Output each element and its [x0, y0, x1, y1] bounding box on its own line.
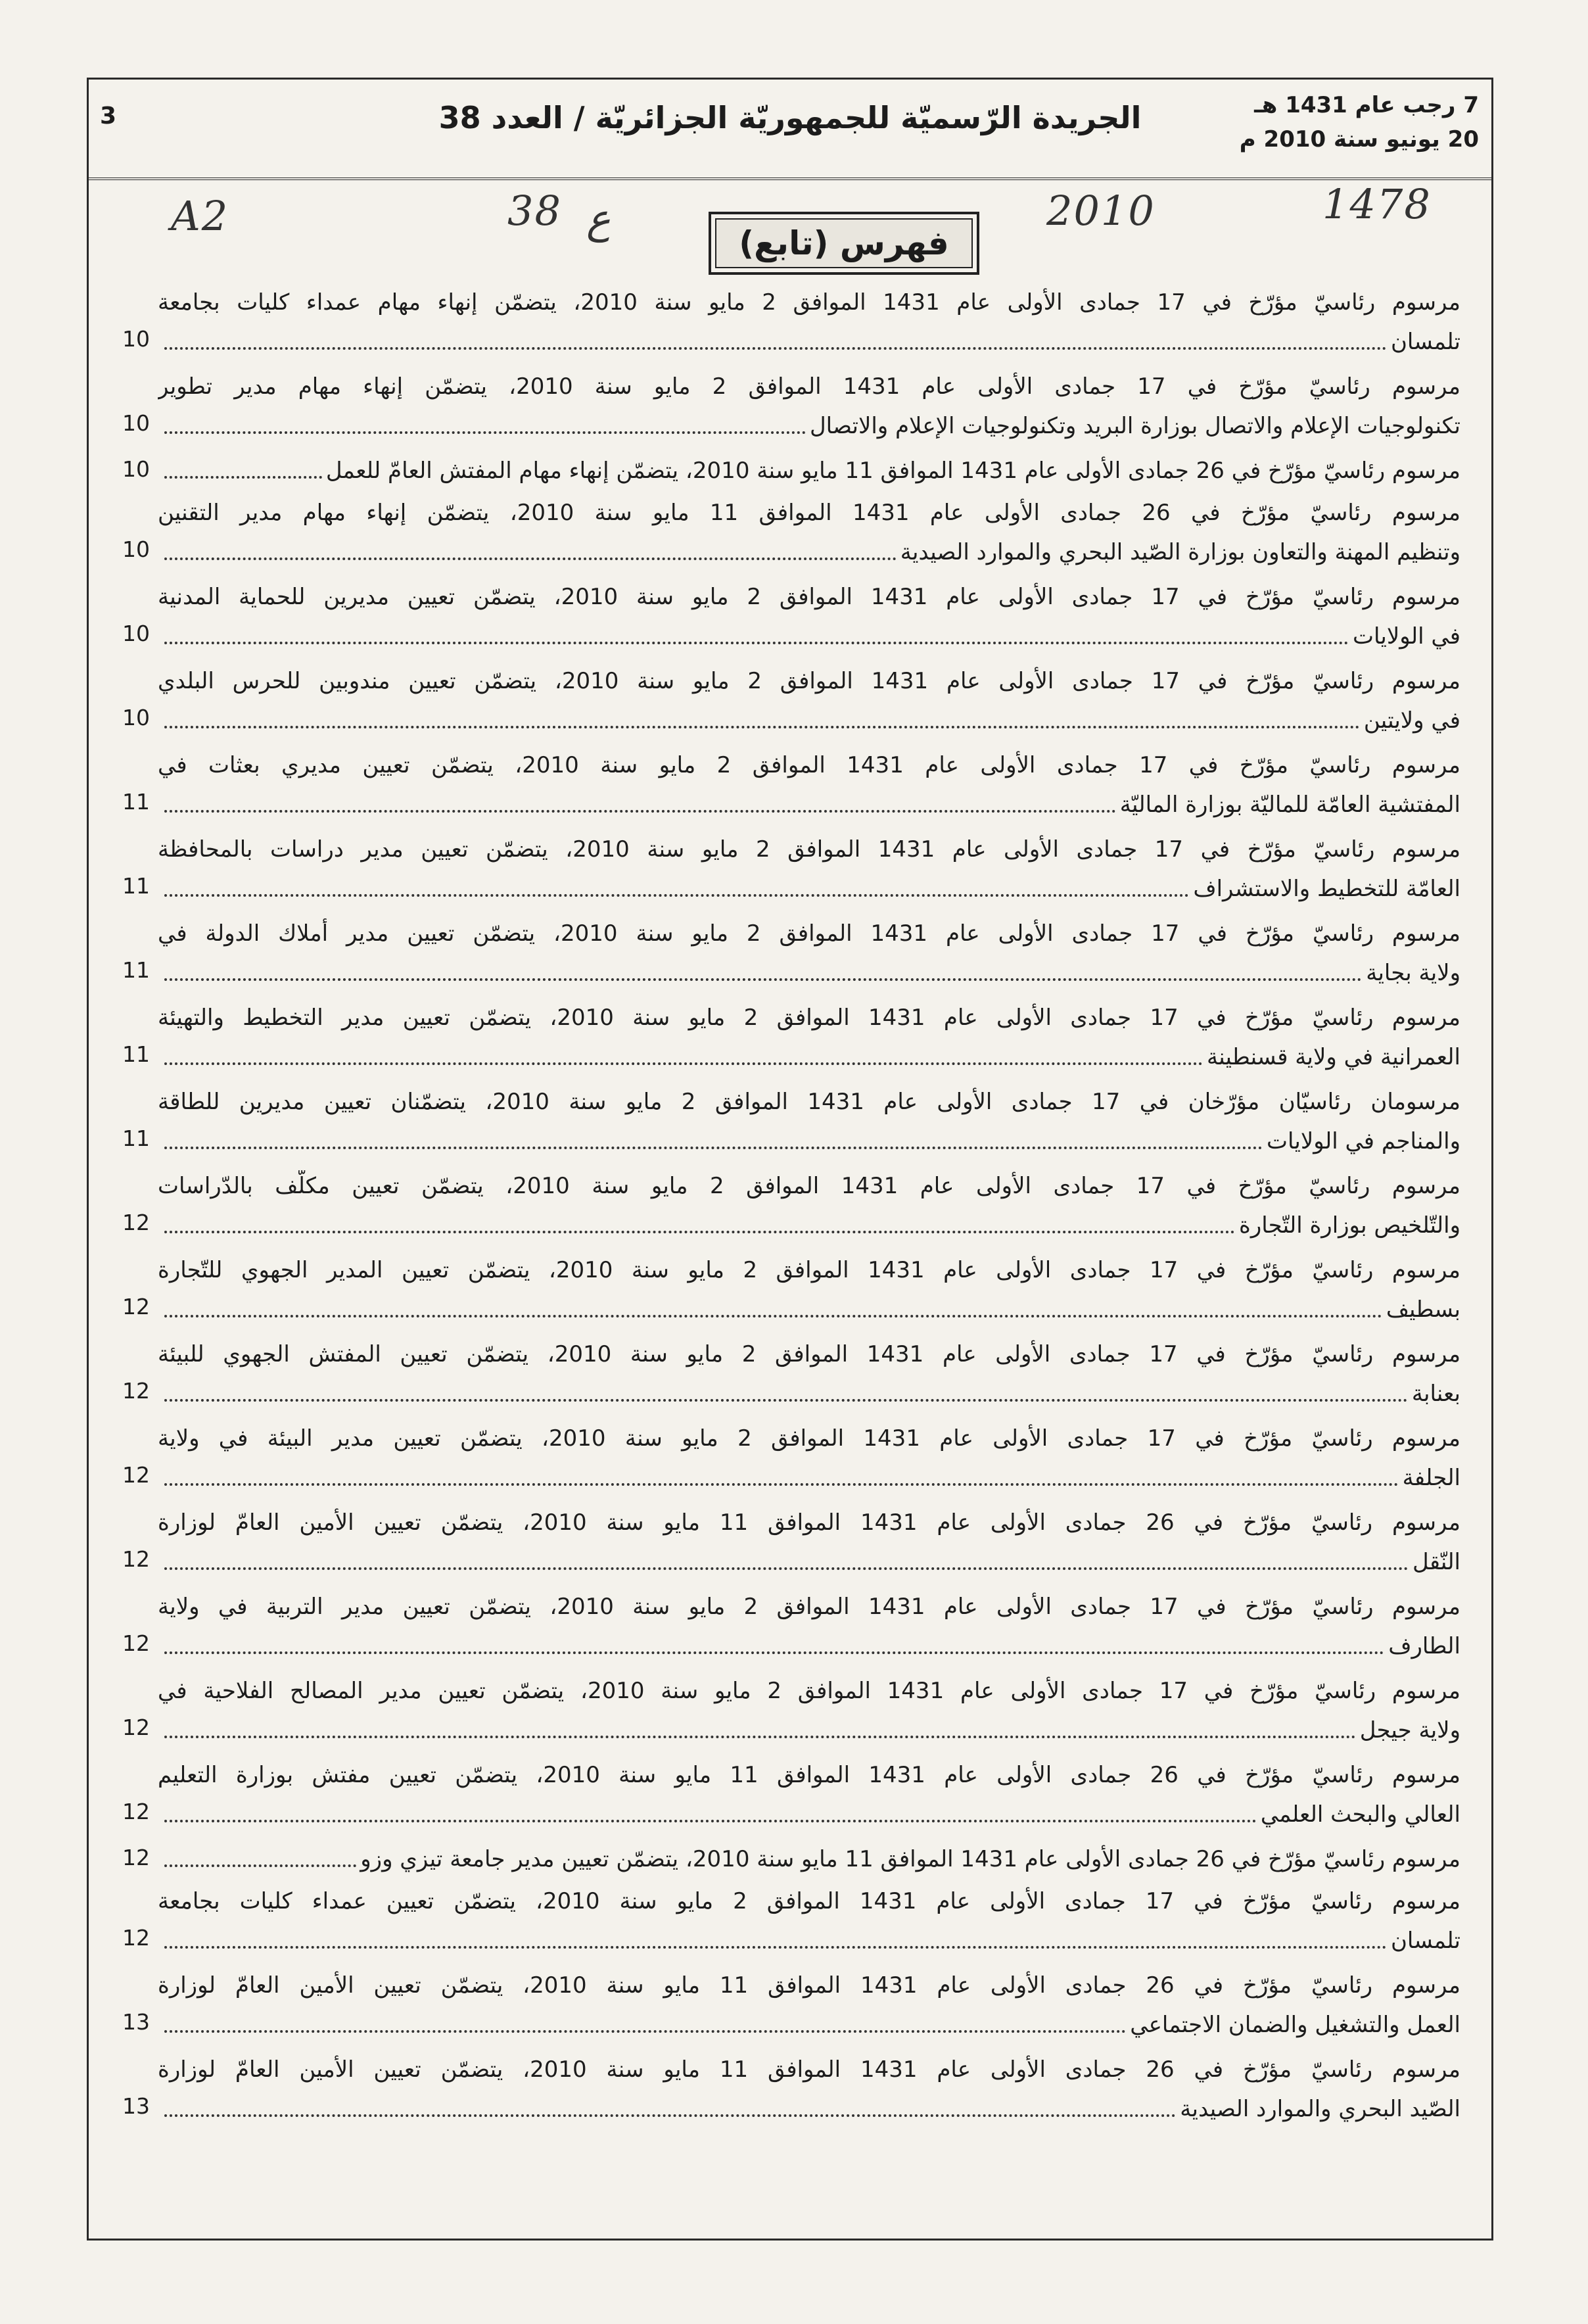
dot-leader	[164, 1229, 1235, 1233]
dot-leader	[164, 1398, 1408, 1402]
toc-entry-text: ولاية جيجل	[1359, 1717, 1460, 1743]
toc-entry-page: 12	[122, 1715, 150, 1740]
toc-entry-line1: مرسوم رئاسيّ مؤرّخ في 26 جمادى الأولى عام 1431 الموافق 11 مايو سنة 2010، يتضمّن تعيين مفتش بوزارة التعليم	[158, 1762, 1460, 1788]
toc-entry	[122, 1967, 1460, 2046]
toc-entry-text: تكنولوجيات الإعلام والاتصال بوزارة البريد وتكنولوجيات الإعلام والاتصال	[809, 413, 1460, 439]
toc-entry-line2	[158, 702, 1460, 736]
toc-entry	[122, 663, 1460, 742]
toc-entry-text: النّقل	[1412, 1549, 1460, 1575]
toc-entry-line2	[158, 1291, 1460, 1325]
toc-entry	[122, 284, 1460, 363]
toc-entries	[122, 284, 1460, 2145]
toc-entry-text: تلمسان	[1390, 1928, 1460, 1954]
toc-entry-text: العالي والبحث العلمي	[1260, 1801, 1460, 1828]
toc-entry-text: العمل والتشغيل والضمان الاجتماعي	[1130, 2012, 1460, 2038]
dot-leader	[164, 2029, 1126, 2033]
date-gregorian: 20 يونيو سنة 2010 م	[1239, 126, 1479, 153]
date-hijri: 7 رجب عام 1431 هـ	[1254, 92, 1479, 118]
dot-leader	[164, 475, 322, 479]
toc-entry-line1: مرسوم رئاسيّ مؤرّخ في 17 جمادى الأولى عام 1431 الموافق 2 مايو سنة 2010، يتضمّن إنهاء مهام عمداء كليات بجامعة	[158, 289, 1460, 316]
toc-entry	[122, 1883, 1460, 1962]
toc-entry	[122, 494, 1460, 573]
toc-entry-page: 12	[122, 1546, 150, 1572]
toc-entry-text: بعنابة	[1411, 1381, 1460, 1407]
page-number: 3	[100, 103, 117, 130]
dot-leader	[164, 2113, 1176, 2117]
toc-entry-line1: مرسوم رئاسيّ مؤرّخ في 17 جمادى الأولى عام 1431 الموافق 2 مايو سنة 2010، يتضمّن تعيين مندوبين للحرس البلدي	[158, 668, 1460, 694]
toc-entry-line2	[158, 1796, 1460, 1830]
toc-entry-page: 11	[122, 1126, 150, 1151]
toc-entry	[122, 1588, 1460, 1667]
page-header	[87, 78, 1493, 180]
toc-entry-page: 11	[122, 957, 150, 983]
toc-entry-page: 12	[122, 1462, 150, 1488]
toc-entry-line1: مرسومان رئاسيّان مؤرّخان في 17 جمادى الأولى عام 1431 الموافق 2 مايو سنة 2010، يتضمّنان تعيين مديرين للطاقة	[158, 1089, 1460, 1115]
toc-entry-line1: مرسوم رئاسيّ مؤرّخ في 17 جمادى الأولى عام 1431 الموافق 2 مايو سنة 2010، يتضمّن تعيين المدير الجهوي للتّجارة	[158, 1257, 1460, 1283]
toc-entry	[122, 1504, 1460, 1583]
toc-entry-text: مرسوم رئاسيّ مؤرّخ في 26 جمادى الأولى عام 1431 الموافق 11 مايو سنة 2010، يتضمّن تعيين مدير جامعة تيزي وزو	[360, 1846, 1460, 1872]
toc-entry-line2	[158, 1123, 1460, 1157]
toc-entry-line2	[158, 1712, 1460, 1746]
toc-entry-line2	[158, 2006, 1460, 2041]
toc-entry-text: الجلفة	[1402, 1465, 1460, 1491]
toc-entry-text: والمناجم في الولايات	[1267, 1128, 1460, 1154]
toc-heading: فهرس (تابع)	[715, 218, 973, 268]
dot-leader	[164, 724, 1360, 728]
toc-entry-line2	[158, 955, 1460, 989]
issue-date	[1240, 88, 1479, 156]
dot-leader	[164, 556, 897, 560]
dot-leader	[164, 346, 1387, 350]
dot-leader	[164, 1482, 1399, 1486]
toc-entry-line1: مرسوم رئاسيّ مؤرّخ في 17 جمادى الأولى عام 1431 الموافق 2 مايو سنة 2010، يتضمّن تعيين مدير المصالح الفلاحية في	[158, 1678, 1460, 1704]
toc-entry-text: العامّة للتخطيط والاستشراف	[1193, 876, 1460, 902]
dot-leader	[164, 1945, 1387, 1949]
toc-entry-line2	[158, 786, 1460, 820]
toc-entry-page: 13	[122, 2009, 150, 2035]
dot-leader	[164, 1566, 1409, 1570]
dot-leader	[164, 640, 1349, 644]
toc-entry-page: 10	[122, 410, 150, 436]
toc-entry-line2	[158, 1628, 1460, 1662]
toc-entry	[122, 579, 1460, 657]
toc-entry-line1: مرسوم رئاسيّ مؤرّخ في 17 جمادى الأولى عام 1431 الموافق 2 مايو سنة 2010، يتضمّن تعيين مدير أملاك الدولة في	[158, 920, 1460, 947]
toc-entry-text: وتنظيم المهنة والتعاون بوزارة الصّيد البحري والموارد الصيدية	[900, 539, 1460, 565]
toc-entry-line1	[158, 1843, 1460, 1875]
dot-leader	[164, 809, 1116, 813]
toc-entry-page: 10	[122, 705, 150, 730]
dot-leader	[164, 977, 1362, 981]
toc-entry-page: 10	[122, 536, 150, 562]
toc-entry-line2	[158, 408, 1460, 442]
toc-entry-line1: مرسوم رئاسيّ مؤرّخ في 17 جمادى الأولى عام 1431 الموافق 2 مايو سنة 2010، يتضمّن تعيين مديرين للحماية المدنية	[158, 584, 1460, 610]
toc-entry-page: 12	[122, 1799, 150, 1824]
toc-entry-line2	[158, 534, 1460, 568]
toc-entry-line1: مرسوم رئاسيّ مؤرّخ في 17 جمادى الأولى عام 1431 الموافق 2 مايو سنة 2010، يتضمّن إنهاء مهام مدير تطوير	[158, 373, 1460, 400]
toc-entry-line1: مرسوم رئاسيّ مؤرّخ في 17 جمادى الأولى عام 1431 الموافق 2 مايو سنة 2010، يتضمّن تعيين مدير التخطيط والتهيئة	[158, 1005, 1460, 1031]
toc-entry	[122, 368, 1460, 447]
toc-entry-page: 12	[122, 1294, 150, 1319]
toc-entry-text: بسطيف	[1386, 1296, 1460, 1323]
toc-entry-page: 11	[122, 873, 150, 899]
toc-entry-line1: مرسوم رئاسيّ مؤرّخ في 26 جمادى الأولى عام 1431 الموافق 11 مايو سنة 2010، يتضمّن تعيين الأمين العامّ لوزارة	[158, 2056, 1460, 2083]
toc-entry-line1: مرسوم رئاسيّ مؤرّخ في 17 جمادى الأولى عام 1431 الموافق 2 مايو سنة 2010، يتضمّن تعيين مدير دراسات بالمحافظة	[158, 836, 1460, 863]
gazette-title: الجريدة الرّسميّة للجمهوريّة الجزائريّة / العدد 38	[438, 100, 1142, 135]
dot-leader	[164, 893, 1189, 897]
toc-entry-page: 12	[122, 1378, 150, 1404]
toc-entry	[122, 831, 1460, 910]
dot-leader	[164, 1650, 1384, 1654]
toc-entry-page: 11	[122, 789, 150, 815]
toc-entry-text: مرسوم رئاسيّ مؤرّخ في 26 جمادى الأولى عام 1431 الموافق 11 مايو سنة 2010، يتضمّن إنهاء مهام المفتش العامّ للعمل	[325, 458, 1460, 484]
dot-leader	[164, 1314, 1382, 1317]
toc-entry-text: الطارف	[1388, 1633, 1460, 1659]
dot-leader	[164, 430, 806, 434]
toc-entry-text: العمرانية في ولاية قسنطينة	[1206, 1044, 1460, 1070]
toc-entry-page: 12	[122, 1845, 150, 1870]
toc-entry-line1: مرسوم رئاسيّ مؤرّخ في 17 جمادى الأولى عام 1431 الموافق 2 مايو سنة 2010، يتضمّن تعيين مدير البيئة في ولاية	[158, 1425, 1460, 1452]
annotation-number: 1478	[1322, 180, 1432, 228]
toc-entry-page: 13	[122, 2093, 150, 2119]
toc-entry-line1: مرسوم رئاسيّ مؤرّخ في 17 جمادى الأولى عام 1431 الموافق 2 مايو سنة 2010، يتضمّن تعيين مدير التربية في ولاية	[158, 1594, 1460, 1620]
toc-entry	[122, 999, 1460, 1078]
toc-entry-page: 12	[122, 1925, 150, 1951]
annotation-year: 2010	[1046, 187, 1156, 235]
toc-entry	[122, 1168, 1460, 1246]
dot-leader	[164, 1863, 356, 1867]
toc-entry-line1: مرسوم رئاسيّ مؤرّخ في 17 جمادى الأولى عام 1431 الموافق 2 مايو سنة 2010، يتضمّن تعيين عمداء كليات بجامعة	[158, 1888, 1460, 1914]
toc-entry-text: في ولايتين	[1363, 707, 1460, 734]
toc-entry-page: 12	[122, 1210, 150, 1235]
toc-entry	[122, 1672, 1460, 1751]
toc-entry	[122, 1336, 1460, 1415]
toc-entry-line1: مرسوم رئاسيّ مؤرّخ في 17 جمادى الأولى عام 1431 الموافق 2 مايو سنة 2010، يتضمّن تعيين المفتش الجهوي للبيئة	[158, 1341, 1460, 1367]
toc-entry-text: في الولايات	[1353, 623, 1460, 650]
toc-entry-text: تلمسان	[1390, 329, 1460, 355]
toc-entry-line2	[158, 1039, 1460, 1073]
toc-entry-line1: مرسوم رئاسيّ مؤرّخ في 26 جمادى الأولى عام 1431 الموافق 11 مايو سنة 2010، يتضمّن تعيين الأمين العامّ لوزارة	[158, 1509, 1460, 1536]
toc-entry-page: 10	[122, 456, 150, 482]
toc-entry	[122, 1252, 1460, 1331]
toc-entry-line1: مرسوم رئاسيّ مؤرّخ في 26 جمادى الأولى عام 1431 الموافق 11 مايو سنة 2010، يتضمّن إنهاء مهام مدير التقنين	[158, 500, 1460, 526]
toc-entry-page: 11	[122, 1041, 150, 1067]
toc-entry	[122, 1083, 1460, 1162]
toc-entry-text: ولاية بجاية	[1366, 960, 1460, 986]
toc-entry-page: 10	[122, 326, 150, 352]
toc-entry-line2	[158, 1207, 1460, 1241]
annotation-a2: A2	[171, 192, 229, 240]
toc-entry-line2	[158, 618, 1460, 652]
toc-entry-line1: مرسوم رئاسيّ مؤرّخ في 17 جمادى الأولى عام 1431 الموافق 2 مايو سنة 2010، يتضمّن تعيين مديري بعثات في	[158, 752, 1460, 778]
toc-heading-box	[709, 212, 979, 275]
toc-entry	[122, 2051, 1460, 2130]
dot-leader	[164, 1734, 1356, 1738]
toc-entry-text: والتّلخيص بوزارة التّجارة	[1239, 1212, 1460, 1239]
toc-entry-line2	[158, 870, 1460, 905]
toc-entry-line2	[158, 323, 1460, 358]
dot-leader	[164, 1145, 1263, 1149]
annotation-issue: 38	[507, 187, 562, 235]
toc-entry-line2	[158, 1375, 1460, 1410]
toc-entry	[122, 1420, 1460, 1499]
toc-entry-text: المفتشية العامّة للماليّة بوزارة الماليّة	[1119, 792, 1460, 818]
toc-entry-line1: مرسوم رئاسيّ مؤرّخ في 17 جمادى الأولى عام 1431 الموافق 2 مايو سنة 2010، يتضمّن تعيين مكلّف بالدّراسات	[158, 1173, 1460, 1199]
toc-entry	[122, 1757, 1460, 1836]
annotation-letter: ع	[586, 195, 611, 243]
toc-entry-page: 10	[122, 621, 150, 646]
toc-entry-line1	[158, 455, 1460, 486]
toc-entry-line2	[158, 1922, 1460, 1956]
toc-entry	[122, 747, 1460, 826]
toc-entry-text: الصّيد البحري والموارد الصيدية	[1180, 2096, 1460, 2122]
toc-entry-page: 12	[122, 1630, 150, 1656]
toc-entry	[122, 915, 1460, 994]
toc-entry-line2	[158, 1459, 1460, 1494]
dot-leader	[164, 1818, 1257, 1822]
toc-entry-line1: مرسوم رئاسيّ مؤرّخ في 26 جمادى الأولى عام 1431 الموافق 11 مايو سنة 2010، يتضمّن تعيين الأمين العامّ لوزارة	[158, 1972, 1460, 1999]
toc-entry-line2	[158, 2091, 1460, 2125]
dot-leader	[164, 1061, 1203, 1065]
toc-entry-line2	[158, 1544, 1460, 1578]
